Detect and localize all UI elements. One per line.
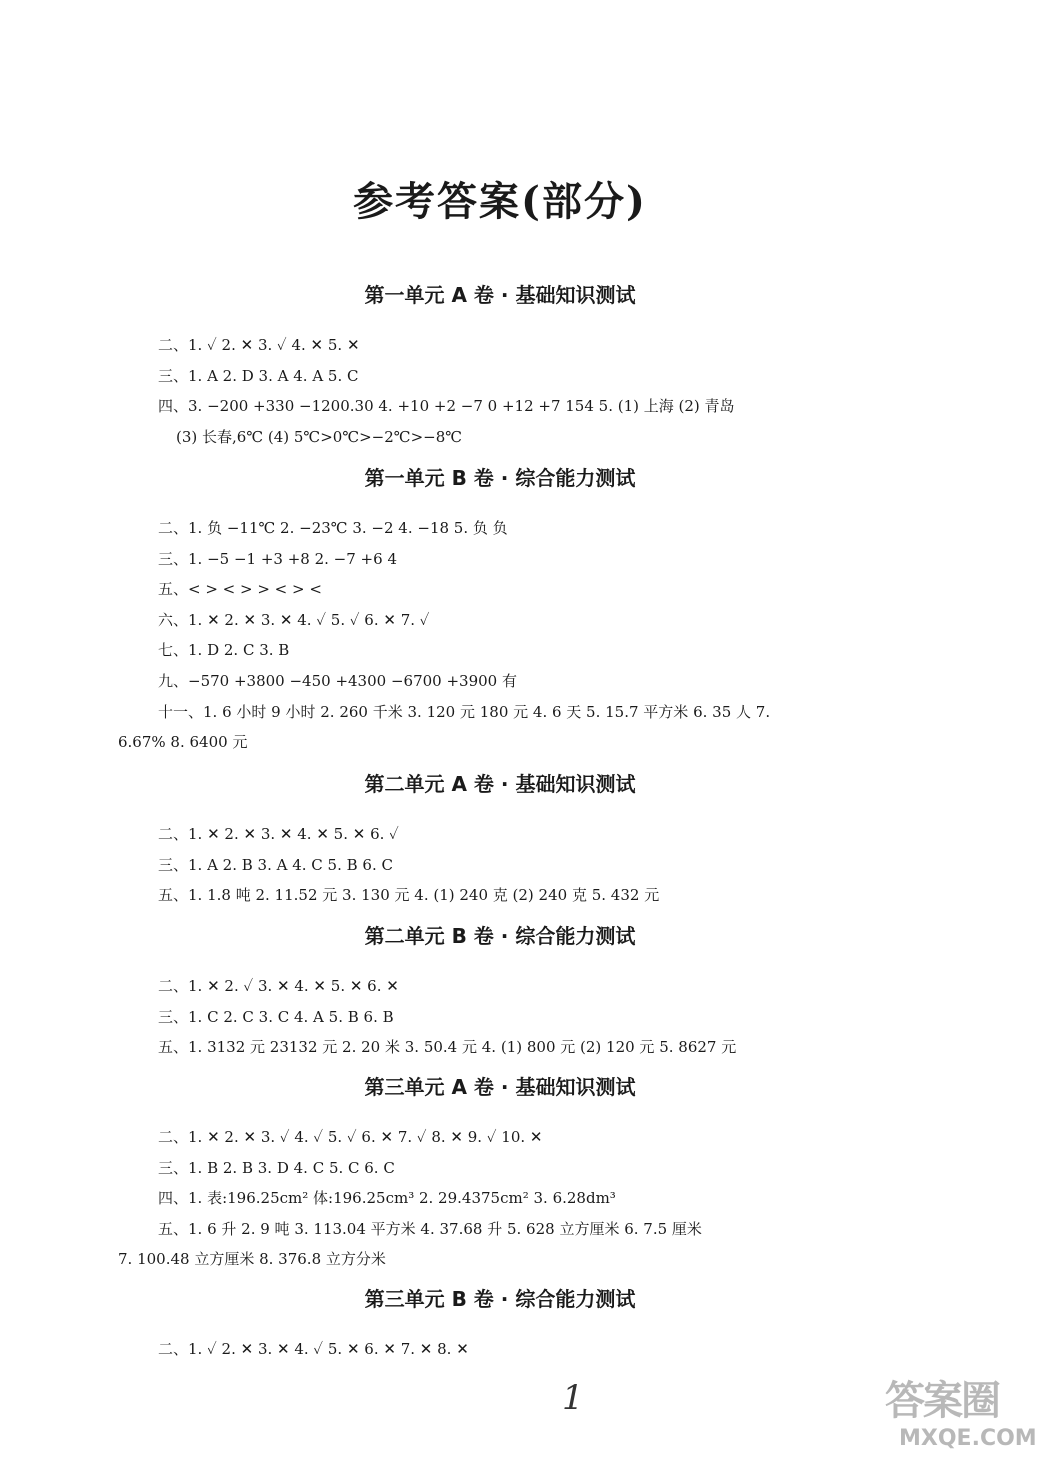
answer-line: 二、1. ✓ 2. ✕ 3. ✕ 4. ✓ 5. ✕ 6. ✕ 7. ✕ 8. ✕: [158, 1340, 469, 1358]
section-title: 第三单元 A 卷 · 基础知识测试: [364, 1075, 636, 1099]
watermark-logo: [885, 1378, 1037, 1475]
answer-line: 7. 100.48 立方厘米 8. 376.8 立方分米: [118, 1250, 386, 1269]
section-title: 第二单元 A 卷 · 基础知识测试: [364, 772, 636, 796]
answer-line: 二、1. ✓ 2. ✕ 3. ✓ 4. ✕ 5. ✕: [158, 336, 360, 354]
answer-line: 二、1. ✕ 2. ✕ 3. ✓ 4. ✓ 5. ✓ 6. ✕ 7. ✓ 8. ✕ 9. ✓ 10. ✕: [158, 1128, 543, 1146]
answer-line: 二、1. ✕ 2. ✕ 3. ✕ 4. ✕ 5. ✕ 6. ✓: [158, 825, 399, 843]
answer-line: 二、1. ✕ 2. ✓ 3. ✕ 4. ✕ 5. ✕ 6. ✕: [158, 977, 399, 995]
answer-line: 6.67% 8. 6400 元: [118, 733, 248, 752]
answer-list: [0, 1334, 1000, 1365]
answer-line: 三、1. A 2. B 3. A 4. C 5. B 6. C: [158, 855, 393, 874]
answer-line: 六、1. ✕ 2. ✕ 3. ✕ 4. ✓ 5. ✓ 6. ✕ 7. ✓: [158, 610, 430, 629]
section-unit1-b: [0, 463, 1000, 758]
section-title: 第二单元 B 卷 · 综合能力测试: [364, 924, 636, 948]
answer-list: [0, 513, 1000, 758]
section-unit2-a: [0, 769, 1000, 911]
answer-list: [0, 971, 1000, 1063]
page-title: 参考答案(部分): [353, 178, 647, 225]
answer-line: 五、1. 1.8 吨 2. 11.52 元 3. 130 元 4. (1) 240 克 (2) 240 克 5. 432 元: [158, 886, 660, 905]
section-unit2-b: [0, 921, 1000, 1063]
section-title: 第三单元 B 卷 · 综合能力测试: [364, 1287, 636, 1311]
answer-line: 五、1. 6 升 2. 9 吨 3. 113.04 平方米 4. 37.68 升 5. 628 立方厘米 6. 7.5 厘米: [158, 1219, 702, 1238]
answer-line: (3) 长春,6℃ (4) 5℃>0℃>−2℃>−8℃: [176, 427, 463, 446]
answer-line: 三、1. −5 −1 +3 +8 2. −7 +6 4: [158, 549, 397, 568]
answer-line: 四、1. 表:196.25cm² 体:196.25cm³ 2. 29.4375cm² 3. 6.28dm³: [158, 1189, 616, 1208]
watermark-url: MXQE.COM: [899, 1426, 1037, 1451]
answer-list: [0, 819, 1000, 911]
section-unit3-b: [0, 1284, 1000, 1365]
answer-list: [0, 1122, 1000, 1275]
section-unit3-a: [0, 1072, 1000, 1275]
answer-line: 三、1. B 2. B 3. D 4. C 5. C 6. C: [158, 1158, 395, 1177]
answer-line: 十一、1. 6 小时 9 小时 2. 260 千米 3. 120 元 180 元 4. 6 天 5. 15.7 平方米 6. 35 人 7.: [158, 702, 771, 721]
answer-list: [0, 330, 1000, 452]
section-title: 第一单元 A 卷 · 基础知识测试: [364, 283, 636, 307]
answer-line: 七、1. D 2. C 3. B: [158, 641, 290, 660]
section-unit1-a: [0, 280, 1000, 452]
answer-line: 四、3. −200 +330 −1200.30 4. +10 +2 −7 0 +12 +7 154 5. (1) 上海 (2) 青岛: [158, 397, 735, 416]
answer-line: 九、−570 +3800 −450 +4300 −6700 +3900 有: [158, 671, 517, 690]
answer-line: 三、1. A 2. D 3. A 4. A 5. C: [158, 366, 359, 385]
page-number: 1: [562, 1378, 584, 1418]
answer-line: 二、1. 负 −11℃ 2. −23℃ 3. −2 4. −18 5. 负 负: [158, 519, 508, 537]
answer-line: 三、1. C 2. C 3. C 4. A 5. B 6. B: [158, 1007, 394, 1026]
answer-line: 五、< > < > > < > <: [158, 580, 322, 599]
answer-line: 五、1. 3132 元 23132 元 2. 20 米 3. 50.4 元 4. (1) 800 元 (2) 120 元 5. 8627 元: [158, 1038, 737, 1057]
section-title: 第一单元 B 卷 · 综合能力测试: [364, 466, 636, 490]
watermark-text: 答案圈: [885, 1378, 999, 1424]
